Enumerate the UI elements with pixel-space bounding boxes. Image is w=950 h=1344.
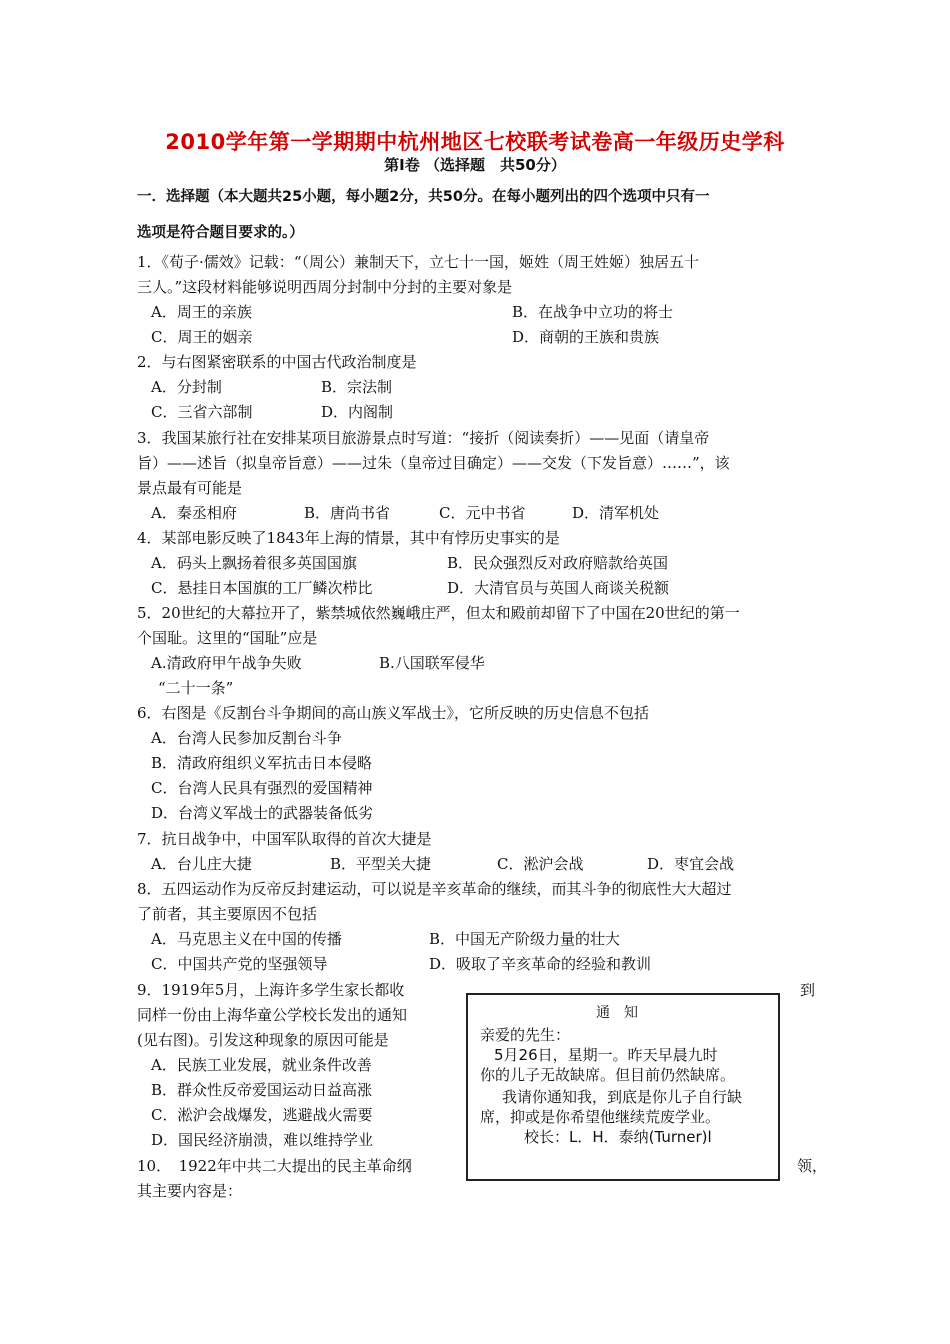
q5-stem-line2: 个国耻。这里的“国耻”应是 [137,629,318,647]
notice-body-line3: 我请你通知我，到底是你儿子自行缺 [502,1088,743,1106]
q2-stem: 2．与右图紧密联系的中国古代政治制度是 [137,353,417,371]
q9-option-b: B．群众性反帝爱国运动日益高涨 [151,1081,373,1099]
q2-option-c: C．三省六部制 [151,403,253,421]
q4-option-a: A．码头上飘扬着很多英国国旗 [151,554,357,572]
q9-option-a: A．民族工业发展，就业条件改善 [151,1056,372,1074]
exam-title: 2010学年第一学期期中杭州地区七校联考试卷高一年级历史学科 [165,130,785,154]
q10-stem-line1-end: 领， [797,1157,828,1175]
q5-stem-line1: 5．20世纪的大幕拉开了，紫禁城依然巍峨庄严，但太和殿前却留下了中国在20世纪的第一 [137,604,740,622]
exam-subtitle: 第Ⅰ卷 （选择题 共50分） [384,156,566,174]
q9-option-d: D．国民经济崩溃，难以维持学业 [151,1131,374,1149]
q8-option-d: D．吸取了辛亥革命的经验和教训 [429,955,652,973]
q3-stem-line1: 3．我国某旅行社在安排某项目旅游景点时写道：“接折（阅读奏折）——见面（请皇帝 [137,429,710,447]
q3-option-b: B．唐尚书省 [304,504,391,522]
q5-option-b: B.八国联军侵华 [379,654,485,672]
q3-option-d: D．清军机处 [572,504,660,522]
q3-option-c: C．元中书省 [439,504,526,522]
q4-option-b: B．民众强烈反对政府赔款给英国 [447,554,669,572]
q9-stem-line1: 9．1919年5月，上海许多学生家长都收 [137,981,405,999]
q2-option-a: A．分封制 [151,378,222,396]
q10-stem-line2: 其主要内容是： [137,1182,243,1200]
q6-option-a: A．台湾人民参加反割台斗争 [151,729,342,747]
q10-stem-line1: 10． 1922年中共二大提出的民主革命纲 [137,1157,412,1175]
q1-option-b: B．在战争中立功的将士 [512,303,674,321]
q3-stem-line3: 景点最有可能是 [137,479,243,497]
notice-heading: 通 知 [596,1005,638,1021]
q9-stem-line2: 同样一份由上海华童公学校长发出的通知 [137,1006,408,1024]
q8-option-a: A．马克思主义在中国的传播 [151,930,342,948]
notice-signature: 校长：L．H．泰纳(Turner)l [524,1128,712,1146]
q5-option-c: “二十一条” [158,679,234,697]
section-instruction-line1: 一．选择题（本大题共25小题，每小题2分，共50分。在每小题列出的四个选项中只有一 [137,189,710,205]
q8-stem-line2: 了前者，其主要原因不包括 [137,905,318,923]
section-instruction-line2: 选项是符合题目要求的。） [137,225,304,241]
q6-option-d: D．台湾义军战士的武器装备低劣 [151,804,374,822]
q6-option-c: C．台湾人民具有强烈的爱国精神 [151,779,373,797]
q6-option-b: B．清政府组织义军抗击日本侵略 [151,754,373,772]
q8-stem-line1: 8．五四运动作为反帝反封建运动，可以说是辛亥革命的继续，而其斗争的彻底性大大超过 [137,880,732,898]
notice-body-line4: 席，抑或是你希望他继续荒废学业。 [480,1108,721,1126]
notice-body-line1: 5月26日，星期一。昨天早晨九时 [494,1046,718,1064]
q7-option-b: B．平型关大捷 [330,855,432,873]
q2-option-d: D．内阁制 [321,403,394,421]
q3-option-a: A．秦丞相府 [151,504,237,522]
q1-option-a: A．周王的亲族 [151,303,252,321]
q9-stem-line3: (见右图)。引发这种现象的原因可能是 [137,1031,389,1049]
q1-stem-line1: 1．《荀子·儒效》记载：“（周公）兼制天下，立七十一国，姬姓（周王姓姬）独居五十 [137,253,699,271]
school-notice-box [466,993,780,1181]
q7-option-d: D．枣宜会战 [647,855,735,873]
q1-option-d: D．商朝的王族和贵族 [512,328,660,346]
q5-option-a: A.清政府甲午战争失败 [151,654,302,672]
q7-stem: 7．抗日战争中，中国军队取得的首次大捷是 [137,830,432,848]
q9-option-c: C．淞沪会战爆发，逃避战火需要 [151,1106,373,1124]
notice-salutation: 亲爱的先生： [480,1026,571,1044]
q1-option-c: C．周王的姻亲 [151,328,253,346]
q8-option-b: B．中国无产阶级力量的壮大 [429,930,621,948]
q2-option-b: B．宗法制 [321,378,393,396]
q4-option-c: C．悬挂日本国旗的工厂鳞次栉比 [151,579,373,597]
q1-stem-line2: 三人。”这段材料能够说明西周分封制中分封的主要对象是 [137,278,513,296]
q7-option-c: C．淞沪会战 [497,855,584,873]
q4-option-d: D．大清官员与英国人商谈关税额 [447,579,670,597]
q7-option-a: A．台儿庄大捷 [151,855,252,873]
notice-body-line2: 你的儿子无故缺席。但目前仍然缺席。 [480,1066,736,1084]
q3-stem-line2: 旨）——述旨（拟皇帝旨意）——过朱（皇帝过目确定）——交发（下发旨意）……”，该 [137,454,730,472]
q8-option-c: C．中国共产党的坚强领导 [151,955,328,973]
q4-stem: 4．某部电影反映了1843年上海的情景，其中有悖历史事实的是 [137,529,560,547]
q6-stem: 6．右图是《反割台斗争期间的高山族义军战士》，它所反映的历史信息不包括 [137,704,650,722]
q9-stem-line1-end: 到 [800,981,816,999]
